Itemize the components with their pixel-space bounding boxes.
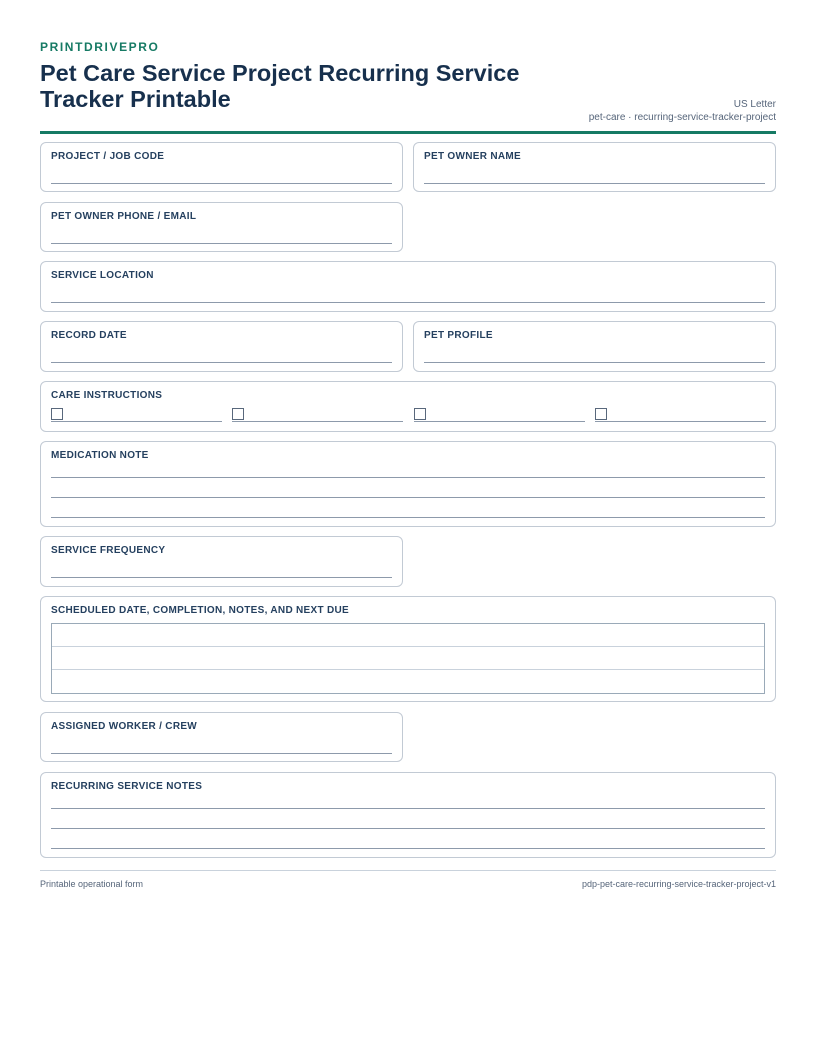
record-date-label: RECORD DATE (51, 330, 127, 341)
care-checkbox-item[interactable] (51, 408, 222, 422)
write-line[interactable] (51, 753, 392, 754)
care-instructions-label: CARE INSTRUCTIONS (51, 390, 163, 401)
medication-note-label: MEDICATION NOTE (51, 450, 149, 461)
assigned-worker-field[interactable] (40, 712, 403, 762)
owner-contact-field[interactable] (40, 202, 403, 252)
service-location-label: SERVICE LOCATION (51, 270, 154, 281)
write-line[interactable] (51, 808, 765, 809)
write-line[interactable] (51, 848, 765, 849)
owner-name-field[interactable] (413, 142, 776, 192)
form-page (40, 40, 776, 134)
pet-profile-field[interactable] (413, 321, 776, 372)
checkbox[interactable] (51, 408, 63, 420)
care-instructions-field (40, 381, 776, 432)
medication-note-field[interactable] (40, 441, 776, 527)
service-frequency-label: SERVICE FREQUENCY (51, 545, 166, 556)
write-line[interactable] (51, 302, 765, 303)
project-code-field[interactable] (40, 142, 403, 192)
form-header (40, 60, 776, 134)
table-row[interactable] (52, 647, 764, 670)
write-line[interactable] (51, 828, 765, 829)
record-date-field[interactable] (40, 321, 403, 372)
schedule-table-label: SCHEDULED DATE, COMPLETION, NOTES, AND NEXT DUE (51, 605, 350, 616)
footer-form-id: pdp-pet-care-recurring-service-tracker-project-v1 (581, 879, 776, 889)
footer-left-text: Printable operational form (40, 879, 144, 889)
checkbox[interactable] (414, 408, 426, 420)
write-line[interactable] (424, 183, 765, 184)
checkbox[interactable] (232, 408, 244, 420)
page-footer (40, 870, 776, 894)
recurring-notes-label: RECURRING SERVICE NOTES (51, 781, 203, 792)
write-line[interactable] (51, 517, 765, 518)
schedule-table (51, 623, 765, 694)
owner-contact-label: PET OWNER PHONE / EMAIL (51, 211, 197, 222)
paper-size-label: US Letter (733, 99, 776, 110)
form-slug-label: pet-care · recurring-service-tracker-project (588, 112, 776, 123)
write-line[interactable] (51, 362, 392, 363)
checkbox[interactable] (595, 408, 607, 420)
pet-profile-label: PET PROFILE (424, 330, 493, 341)
recurring-notes-field[interactable] (40, 772, 776, 858)
page-title: Pet Care Service Project Recurring Service Tracker Printable (40, 60, 520, 112)
write-line[interactable] (51, 183, 392, 184)
write-line[interactable] (51, 243, 392, 244)
project-code-label: PROJECT / JOB CODE (51, 151, 165, 162)
owner-name-label: PET OWNER NAME (424, 151, 521, 162)
write-line[interactable] (51, 497, 765, 498)
care-checkbox-item[interactable] (595, 408, 766, 422)
table-row[interactable] (52, 624, 764, 647)
header-meta (589, 98, 776, 124)
care-checkbox-item[interactable] (232, 408, 403, 422)
service-frequency-field[interactable] (40, 536, 403, 587)
assigned-worker-label: ASSIGNED WORKER / CREW (51, 721, 198, 732)
brand-name: PRINTDRIVEPRO (40, 40, 160, 54)
table-row[interactable] (52, 670, 764, 693)
write-line[interactable] (51, 577, 392, 578)
service-location-field[interactable] (40, 261, 776, 312)
schedule-table-field (40, 596, 776, 702)
write-line[interactable] (51, 477, 765, 478)
care-checkbox-item[interactable] (414, 408, 585, 422)
write-line[interactable] (424, 362, 765, 363)
